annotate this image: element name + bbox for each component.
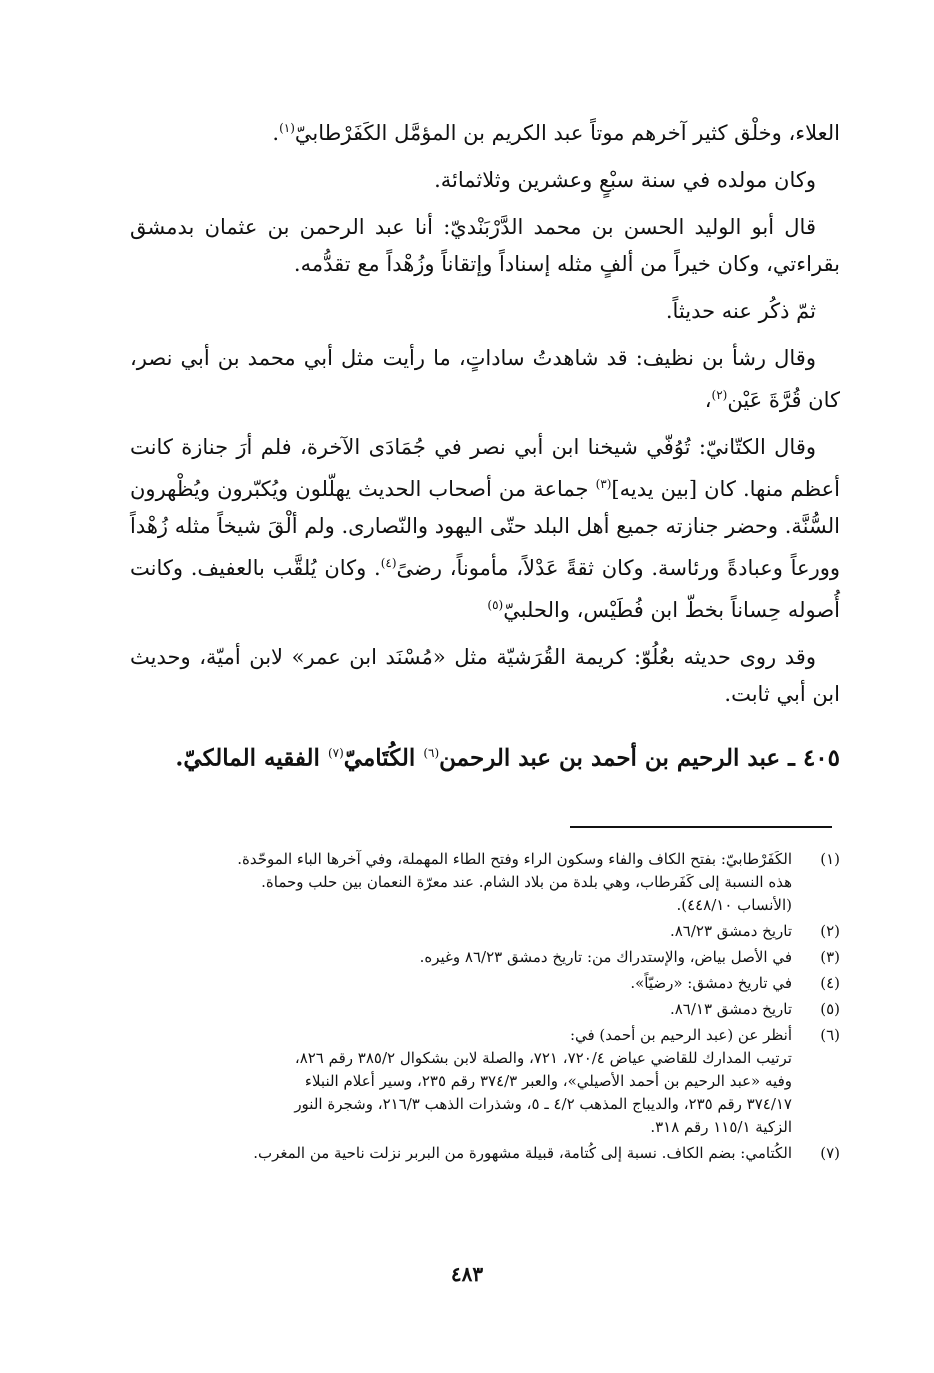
paragraph-6 (130, 429, 840, 629)
paragraph-text: جماعة من أصحاب الحديث يهلّلون ويُكبّرون ويُظْهرون السُّنَّة. وحضر جنازته جميع أهل البلد حتّى اليهود والنّصارى. ولم ألْقَ شيخاً مثله زُهْداً وورعاً وعبادةً ورئاسة. وكان ثقةً عَدْلاً، مأموناً، رضىً (130, 477, 840, 580)
footnote-number: (٧) (820, 1144, 840, 1162)
footnote-number: (١) (820, 850, 840, 868)
footnote-line: الكُتامي: بضم الكاف. نسبة إلى كُتامة، قبيلة مشهورة من البربر نزلت ناحية من المغرب. (253, 1144, 792, 1162)
footnote-3 (140, 946, 840, 969)
footnote-number: (٤) (820, 974, 840, 992)
footnote-line: (الأنساب ٤٤٨/١٠). (676, 896, 792, 914)
footnote-ref-1: (١) (279, 121, 295, 135)
footnote-text (140, 1024, 792, 1139)
footnote-1 (140, 848, 840, 917)
footnote-line: ترتيب المدارك للقاضي عياض ٧٢٠/٤، ٧٢١، والصلة لابن بشكوال ٣٨٥/٢ رقم ٨٢٦، (294, 1049, 792, 1067)
footnote-line: الكَفَرْطابيّ: بفتح الكاف والفاء وسكون الراء وفتح الطاء المهملة، وفي آخرها الباء الموحّدة. (237, 850, 792, 868)
footnote-7 (140, 1142, 840, 1165)
footnote-ref-7: (٧) (327, 746, 344, 760)
paragraph-text: قال أبو الوليد الحسن بن محمد الدَّرْبَنْديّ: أنا عبد الرحمن بن عثمان بدمشق بقراءتي، وكان خيراً من ألفٍ مثله إسناداً وإتقاناً وزُهْداً مع تقدُّمه. (130, 215, 840, 276)
paragraph-4 (130, 293, 840, 330)
footnote-line: ٣٧٤/١٧ رقم ٢٣٥، والديباج المذهب ٤/٢ ـ ٥، وشذرات الذهب ٢١٦/٣، وشجرة النور (294, 1095, 792, 1113)
footnote-line: تاريخ دمشق ٨٦/١٣. (669, 1000, 792, 1018)
footnote-line: في تاريخ دمشق: «رضيّاً». (630, 974, 792, 992)
entry-title: الفقيه المالكيّ. (175, 744, 320, 772)
footnote-line: وفيه «عبد الرحيم بن أحمد الأصيلي»، والعبر ٣٧٤/٣ رقم ٢٣٥، وسير أعلام النبلاء (304, 1072, 792, 1090)
footnote-text (140, 920, 792, 943)
paragraph-3 (130, 209, 840, 283)
footnote-separator (570, 826, 832, 828)
footnote-line: في الأصل بياض، والإستدراك من: تاريخ دمشق ٨٦/٢٣ وغيره. (419, 948, 792, 966)
main-text (130, 110, 840, 723)
footnote-line: هذه النسبة إلى كَفَرطاب، وهي بلدة من بلاد الشام. عند معرّة النعمان بين حلب وحماة. (261, 873, 792, 891)
footnote-5 (140, 998, 840, 1021)
footnote-ref-2: (٢) (711, 388, 728, 402)
footnote-text (140, 848, 792, 917)
paragraph-1 (130, 110, 840, 152)
punctuation: . (272, 121, 280, 145)
footnote-ref-3: (٣) (595, 477, 612, 491)
page-number: ٤٨٣ (450, 1262, 484, 1286)
paragraph-text: وكان مولده في سنة سبْعٍ وعشرين وثلاثمائة. (434, 168, 816, 192)
paragraph-text: . وكان يُلقَّب بالعفيف. وكانت أُصوله حِساناً بخطّ ابن فُطَيْس، والحلبيّ (130, 556, 840, 622)
footnote-text (140, 1142, 792, 1165)
footnote-line: الزكية ١١٥/١ رقم ٣١٨. (650, 1118, 792, 1136)
footnote-ref-4: (٤) (380, 556, 397, 570)
paragraph-text: العلاء، وخلْق كثير آخرهم موتاً عبد الكريم بن المؤمَّل الكَفَرْطابيّ (294, 121, 840, 145)
footnote-number: (٥) (820, 1000, 840, 1018)
footnote-text (140, 998, 792, 1021)
footnote-number: (٢) (820, 922, 840, 940)
paragraph-text: وقال الكتّانيّ: تُوُفّي شيخنا ابن أبي نصر في جُمَادَى الآخرة، فلم أرَ جنازة كانت أعظم منها. كان [بين يديه] (130, 435, 840, 501)
entry-number: ٤٠٥ (802, 744, 840, 772)
footnote-line: تاريخ دمشق ٨٦/٢٣. (669, 922, 792, 940)
footnotes (140, 848, 840, 1168)
footnote-text (140, 972, 792, 995)
entry-dash: ـ (788, 744, 795, 772)
footnote-number: (٣) (820, 948, 840, 966)
footnote-2 (140, 920, 840, 943)
footnote-6 (140, 1024, 840, 1139)
footnote-4 (140, 972, 840, 995)
entry-nisba: الكُتَاميّ (343, 744, 416, 772)
paragraph-7 (130, 639, 840, 713)
paragraph-text: وقال رشأ بن نظيف: قد شاهدتُ ساداتٍ، ما رأيت مثل أبي محمد بن أبي نصر، كان قُرَّةَ عَيْن (130, 346, 840, 412)
punctuation: ، (704, 388, 712, 412)
paragraph-text: ثمّ ذكُر عنه حديثاً. (665, 299, 816, 323)
footnote-ref-5: (٥) (487, 598, 504, 612)
paragraph-2 (130, 162, 840, 199)
paragraph-text: وقد روى حديثه بعُلُوّ: كريمة القُرَشيّة مثل «مُسْنَد ابن عمر» لابن أميّة، وحديث ابن أبي ثابت. (130, 645, 840, 706)
paragraph-5 (130, 340, 840, 419)
footnote-number: (٦) (820, 1026, 840, 1044)
footnote-line: أنظر عن (عبد الرحيم بن أحمد) في: (569, 1026, 792, 1044)
footnote-ref-6: (٦) (423, 746, 440, 760)
entry-heading (130, 733, 840, 779)
entry-name: عبد الرحيم بن أحمد بن عبد الرحمن (439, 744, 781, 772)
footnote-text (140, 946, 792, 969)
